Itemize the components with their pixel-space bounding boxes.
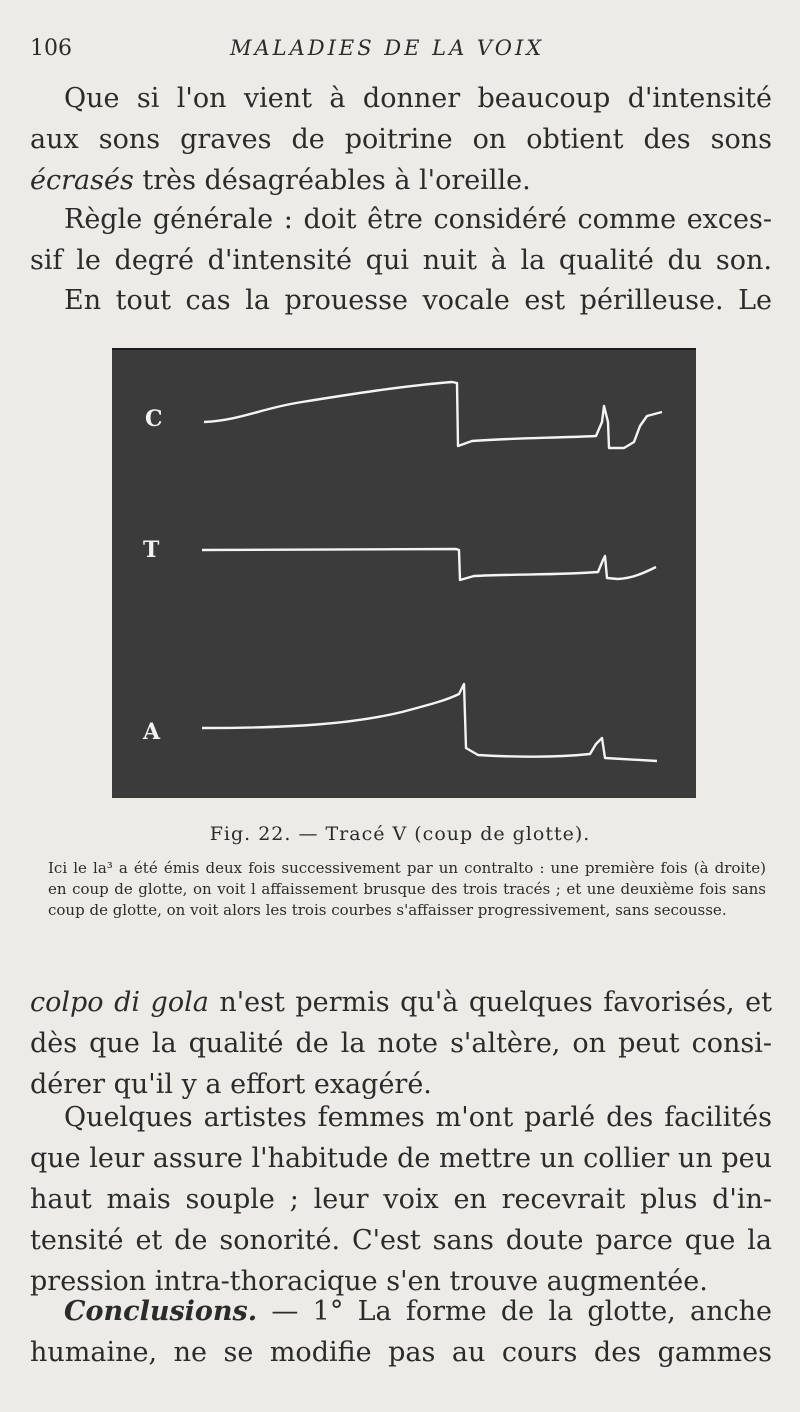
page-header	[0, 36, 800, 66]
text-fragment: très désagréables à l'oreille.	[133, 165, 531, 196]
text-line: pression intra-thoracique s'en trouve augmentée.	[30, 1266, 708, 1297]
text-line: Règle générale : doit être considéré comme exces-	[64, 204, 772, 235]
text-fragment: n'est permis qu'à quelques favorisés, et	[208, 987, 772, 1018]
figure-trace-plate	[112, 348, 696, 798]
italic-word: écrasés	[30, 165, 134, 196]
trace-label-t: T	[143, 537, 160, 563]
text-line	[30, 1291, 772, 1332]
figure-legend: Ici le la³ a été émis deux fois successivement par un contralto : une première fois (à droite) en coup de glotte, on voit l affaissement brusque des trois tracés ; et une deuxième fois sans coup de glotte, on voit alors les trois courbes s'affaisser progressivement, sans secousse.	[48, 859, 766, 919]
conclusions-label: Conclusions.	[64, 1296, 258, 1327]
paragraph-collier	[30, 1097, 772, 1302]
paragraph-intensity	[30, 78, 772, 201]
text-line: aux sons graves de poitrine on obtient des sons	[30, 124, 772, 155]
text-line: humaine, ne se modifie pas au cours des gammes	[30, 1337, 772, 1368]
italic-phrase: colpo di gola	[30, 987, 209, 1018]
text-line: haut mais souple ; leur voix en recevrait plus d'in-	[30, 1184, 772, 1215]
text-line: Que si l'on vient à donner beaucoup d'intensité	[64, 83, 772, 114]
trace-label-c: C	[145, 406, 163, 432]
text-fragment: — 1° La forme de la glotte, anche	[257, 1296, 772, 1327]
paragraph-general-rule	[30, 199, 772, 281]
paragraph-prouesse	[30, 280, 772, 321]
paragraph-conclusions	[30, 1291, 772, 1373]
figure-caption: Fig. 22. — Tracé V (coup de glotte).	[209, 823, 591, 845]
trace-label-a: A	[143, 719, 161, 745]
text-line: Quelques artistes femmes m'ont parlé des facilités	[64, 1102, 772, 1133]
text-line: dérer qu'il y a effort exagéré.	[30, 1069, 432, 1100]
paragraph-colpo-di-gola	[30, 982, 772, 1105]
trace-drawing	[112, 350, 696, 798]
running-title: MALADIES DE LA VOIX	[230, 36, 545, 60]
text-line	[30, 982, 772, 1023]
text-line: En tout cas la prouesse vocale est périlleuse. Le	[64, 285, 772, 316]
text-line	[30, 160, 772, 201]
text-line: dès que la qualité de la note s'altère, on peut consi-	[30, 1028, 772, 1059]
page-number: 106	[30, 36, 72, 61]
text-line: sif le degré d'intensité qui nuit à la qualité du son.	[30, 245, 772, 276]
text-line: que leur assure l'habitude de mettre un collier un peu	[30, 1143, 772, 1174]
text-line: tensité et de sonorité. C'est sans doute parce que la	[30, 1225, 772, 1256]
